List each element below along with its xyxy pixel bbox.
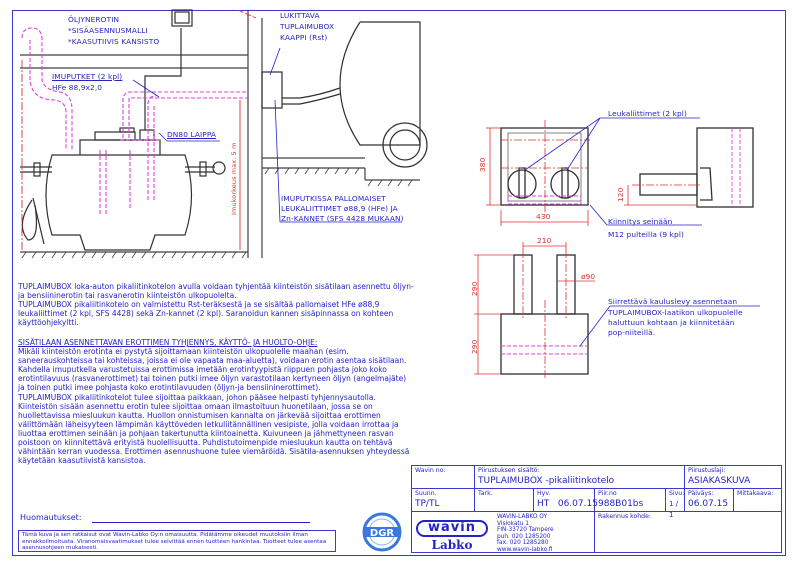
label-flange: DN80 LAIPPA: [167, 130, 217, 139]
company-name: WAVIN-LABKO OY: [497, 514, 548, 520]
cell-drawing-content: Piirustuksen sisältö: TUPLAIMUBOX -pikaliitinkotelo: [474, 465, 685, 489]
cell-page: Sivu: 1 / 1: [665, 488, 685, 512]
dim-box-height: 290: [470, 339, 479, 354]
label-couplings-2: LEUKALIITTIMET ø88,9 (HFe) JA: [281, 204, 398, 213]
label-collar-2: TUPLAIMUBOX-laatikon ulkopuolelle: [608, 308, 743, 317]
label-separator: ÖLJYNEROTIN: [68, 15, 120, 24]
company-phone: puh. 020 1285200: [497, 533, 551, 540]
cell-wavin-no: Wavin no:: [411, 465, 475, 489]
wavin-labko-logo: [416, 518, 490, 556]
remarks-label: Huomautukset:: [20, 513, 82, 522]
instructions-heading: SISÄTILAAN ASENNETTAVAN EROTTIMEN TYHJENNYS, KÄYTTÖ- JA HUOLTO-OHJE:: [18, 338, 318, 347]
instructions-paragraph-2: TUPLAIMUBOX pikaliitinkotelot tulee sijoittaa paikkaan, johon pääsee helpasti tyhjennysautolla.: [18, 392, 376, 402]
dim-pipe-height: 290: [470, 281, 479, 296]
label-suction-pipes: IMUPUTKET (2 kpl): [52, 72, 123, 81]
company-address: [497, 514, 554, 554]
label-collar-1: Siirrettävä kauluslevy asennetaan: [608, 297, 738, 306]
dim-front-height: 380: [478, 157, 487, 172]
description-intro: [18, 282, 414, 327]
company-web[interactable]: www.wavin-labko.fi: [497, 546, 553, 553]
label-couplings-3: Zn-KANNET (SFS 4428 MUKAAN): [281, 214, 404, 223]
cell-checked: Tark.: [474, 488, 534, 512]
certification-badge-icon: [360, 512, 404, 552]
dim-front-width: 430: [536, 212, 551, 221]
label-jaw-couplings: Leukaliittimet (2 kpl): [608, 109, 687, 118]
dim-pipe-diameter: ø90: [581, 272, 596, 281]
label-fixing-1: Kiinnitys seinään: [608, 217, 673, 226]
cell-scale: Mittakaava:: [733, 488, 782, 512]
label-couplings-1: IMUPUTKISSA PALLOMAISET: [281, 194, 386, 203]
label-cabinet-3: KAAPPI (Rst): [280, 33, 328, 42]
label-fixing-2: M12 pulteilla (9 kpl): [608, 230, 684, 239]
company-fax: fax. 020 1285280: [497, 540, 549, 547]
logo-labko: Labko: [431, 538, 473, 552]
dim-side-offset: 120: [616, 187, 625, 202]
cell-drawing-number: Piir.no 988B01bs: [594, 488, 666, 512]
cell-approved: Hyv. HT 06.07.15: [533, 488, 595, 512]
cell-date: Päiväys: 06.07.15: [684, 488, 734, 512]
company-street: Visiokatu 1: [497, 520, 529, 527]
intro-paragraph-2: TUPLAIMUBOX pikaliitinkotelo on valmistettu Rst-teräksestä ja se sisältää pallomaiset HFe ø88,9 leukaliittimet (2 kpl, SFS 4428) sekä Zn-kannet (2 kpl). Saranoidun kannen sisäpinnassa on kohteen käyttöohjekyltti.: [18, 300, 394, 328]
cell-building-site: Rakennus kohde:: [594, 511, 782, 553]
instructions-paragraph-3: Kiinteistön sisään asennettu erotin tulee sijoittaa omaan ilmastoituun huonetilaan, jossa se on huollettavissa miesluukun kautta. Huollon onnistumisen kannalta on järkevää sijoittaa erottimen välittömään läheisyyteen lämpimän käyttöveden letkuliitännällinen vesipiste, jolla voidaan irrottaa ja liuottaa erottimen seinään ja pohjaan takertunutta kiintoainetta. Kuivuneen ja jähmettyneen rasvan poistoon on kiinnitettävä erityistä huolellisuutta. Puhdistutoimenpide miesluukun kautta on tehtävä vähintään kerran vuodessa. Erottimen asennushuone tulee viemäröidä. Sisätila-asennuksen yhteydessä käytetään kaasutiivistä kansistoa.: [18, 401, 410, 466]
company-city: FIN-33720 Tampere: [497, 527, 554, 534]
disclaimer: Tämä kuva ja sen ratkaisut ovat Wavin-Labko Oy:n omaisuutta. Pidätämme oikeudet muutoksiin ilman ennakkoilmoitusta. Viranomaisvaatimukset tulee selvittää ennen tuotteen hankintaa. Tuotteet tulee asentaa asennusohjeen mukaisesti.: [18, 530, 336, 552]
logo-wavin: wavin: [416, 520, 488, 537]
dim-pipe-spacing: 210: [537, 236, 552, 245]
label-cabinet-1: LUKITTAVA: [280, 11, 320, 20]
label-cabinet-2: TUPLAIMUBOX: [280, 22, 335, 31]
label-suction-pipes-spec: HFe 88,9x2,0: [52, 83, 103, 92]
label-separator-option-1: *SISÄASENNUSMALLI: [68, 26, 148, 35]
intro-paragraph-1: TUPLAIMUBOX loka-auton pikaliitinkotelon avulla voidaan tyhjentää kiinteistön sisätilaan asennettu öljyn- ja bensiininerotin tai rasvanerotin kiinteistön ulkopuolelta.: [18, 282, 414, 301]
cell-drawing-type: Piirustuslaji: ASIAKASKUVA: [684, 465, 782, 489]
label-separator-option-2: *KAASUTIIVIS KANSISTO: [68, 37, 160, 46]
label-collar-4: pop-niiteillä.: [608, 328, 656, 337]
remarks-field[interactable]: [92, 522, 310, 523]
instructions-paragraph-1: Mikäli kiinteistön erotinta ei pystytä sijoittamaan kiinteistön ulkopuolelle maahan (esim. saneerauskohteissa tai kohteissa, joissa ei ole vapaata maa-aluetta), voidaan erotin asentaa sisätilaan. Kahdella imuputkella varustetuissa erottimissa imetään erotintyypistä riippuen pohjasta joko koko erotintilavuus (rasvanerottimet) tai toinen putki imee öljyn varastotilaan kertyneen öljyn (angelmajäte) ja toinen putki imee pohjasta koko erotintilavuuden (öljyn-ja bensiininerottimet).: [18, 347, 407, 393]
svg-text:DGR: DGR: [369, 528, 395, 539]
description-instructions: [18, 338, 414, 465]
cell-designer: Suunn. TP/TL: [411, 488, 475, 512]
label-collar-3: haluttuun kohtaan ja kiinnitetään: [608, 318, 735, 327]
label-suction-height: Imukorkeus max. 5 m: [230, 142, 238, 215]
